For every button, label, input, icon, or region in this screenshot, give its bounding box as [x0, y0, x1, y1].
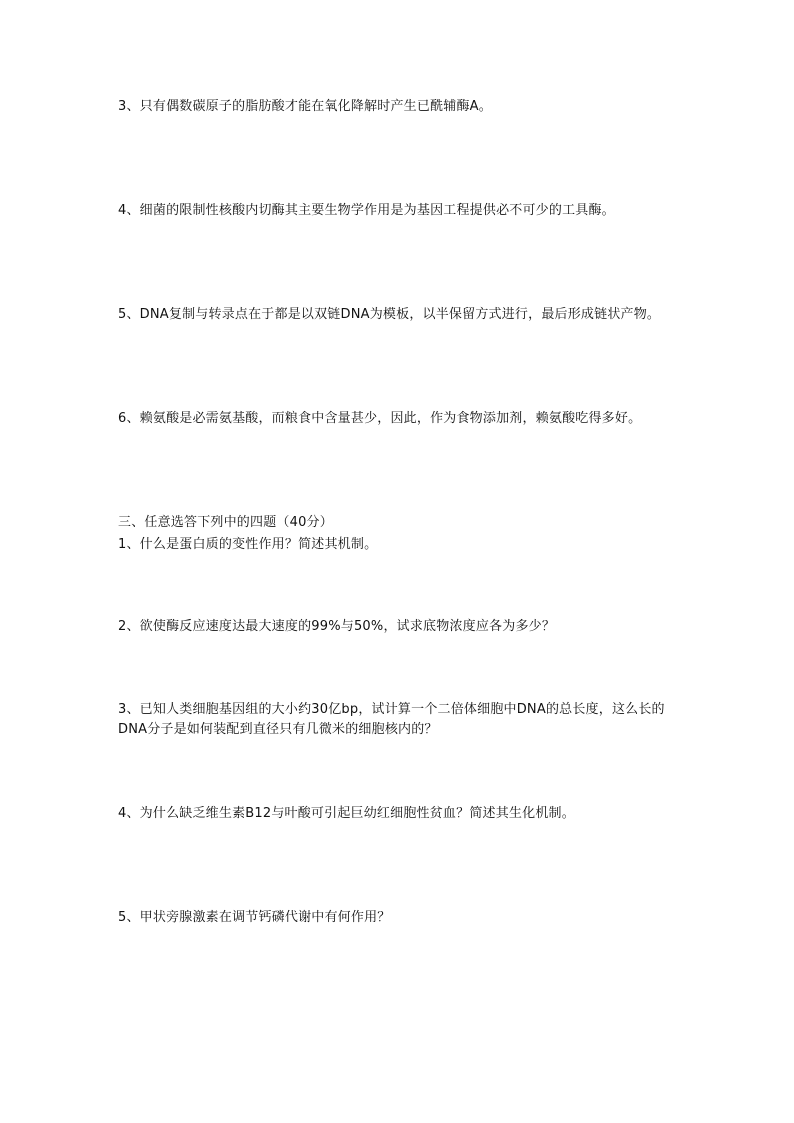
question-4: 4、为什么缺乏维生素B12与叶酸可引起巨幼红细胞性贫血？简述其生化机制。	[118, 806, 575, 821]
true-false-item-4: 4、细菌的限制性核酸内切酶其主要生物学作用是为基因工程提供必不可少的工具酶。	[118, 203, 615, 218]
question-2: 2、欲使酶反应速度达最大速度的99%与50%，试求底物浓度应各为多少？	[118, 619, 556, 634]
true-false-item-3: 3、只有偶数碳原子的脂肪酸才能在氧化降解时产生已酰辅酶A。	[118, 99, 492, 114]
true-false-item-6: 6、赖氨酸是必需氨基酸，而粮食中含量甚少，因此，作为食物添加剂，赖氨酸吃得多好。	[118, 411, 642, 426]
question-5: 5、甲状旁腺激素在调节钙磷代谢中有何作用？	[118, 910, 391, 925]
question-1: 1、什么是蛋白质的变性作用？简述其机制。	[118, 537, 378, 552]
section-heading: 三、任意选答下列中的四题（40分）	[118, 515, 333, 530]
question-3: 3、已知人类细胞基因组的大小约30亿bp，试计算一个二倍体细胞中DNA的总长度，这么长的DNA分子是如何装配到直径只有几微米的细胞核内的？	[118, 702, 665, 737]
true-false-item-5: 5、DNA复制与转录点在于都是以双链DNA为模板，以半保留方式进行，最后形成链状产物。	[118, 307, 661, 322]
